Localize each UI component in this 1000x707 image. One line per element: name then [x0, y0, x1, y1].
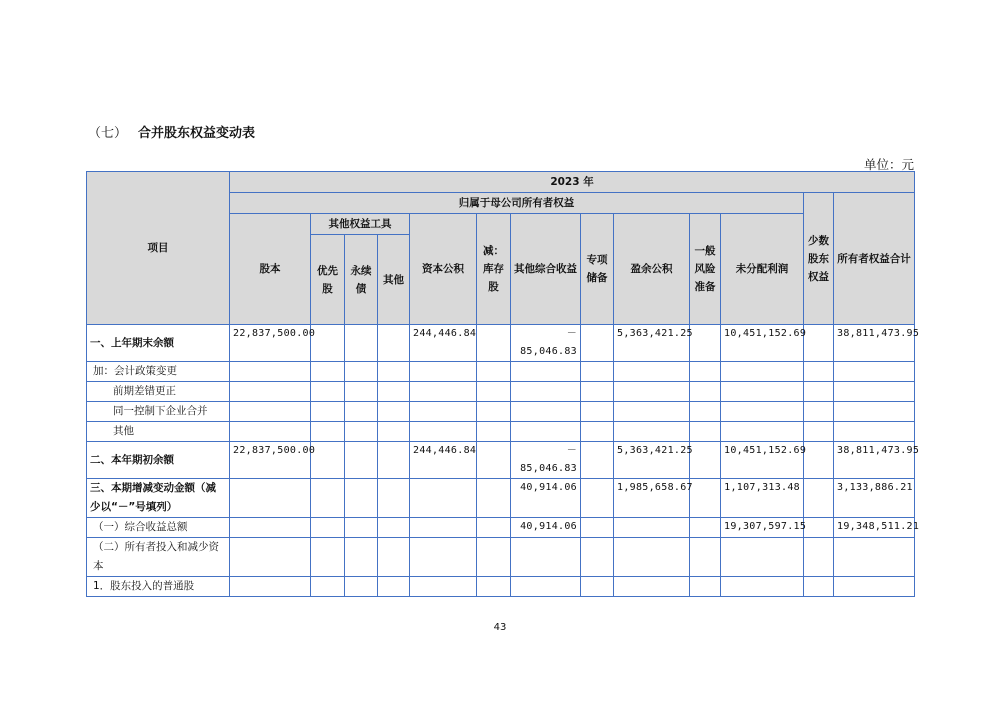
table-row — [87, 362, 915, 382]
header-item: 项目 — [87, 172, 230, 325]
table-row — [87, 382, 915, 402]
cell-oci: － 85,046.83 — [511, 442, 581, 479]
table-row — [87, 422, 915, 442]
row-label: 同一控制下企业合并 — [87, 402, 230, 422]
row-label: 1．股东投入的普通股 — [87, 577, 230, 597]
cell-oci: － 85,046.83 — [511, 325, 581, 362]
negative-sign: － — [566, 445, 577, 456]
cell-surplus-reserve: 5,363,421.25 — [614, 442, 690, 479]
equity-change-table — [86, 171, 920, 597]
row-label: 二、本年期初余额 — [87, 442, 230, 479]
section-number: （七） — [88, 126, 128, 141]
header-other: 其他 — [378, 235, 410, 325]
cell-total: 38,811,473.95 — [834, 442, 915, 479]
cell-oci: 40,914.06 — [511, 479, 581, 518]
row-label: 前期差错更正 — [87, 382, 230, 402]
table-row — [87, 442, 915, 479]
unit-label: 单位：元 — [863, 157, 914, 172]
header-surplus-reserve: 盈余公积 — [614, 214, 690, 325]
cell-share-capital: 22,837,500.00 — [230, 325, 311, 362]
section-heading — [88, 122, 255, 141]
cell-total: 3,133,886.21 — [834, 479, 915, 518]
cell-surplus-reserve: 5,363,421.25 — [614, 325, 690, 362]
table-row — [87, 325, 915, 362]
header-share-capital: 股本 — [230, 214, 311, 325]
header-treasury: 减：库存股 — [477, 214, 511, 325]
header-parent-group: 归属于母公司所有者权益 — [230, 193, 804, 214]
header-minority: 少数股东权益 — [804, 193, 834, 325]
table-row — [87, 518, 915, 538]
header-year: 2023 年 — [230, 172, 915, 193]
header-total: 所有者权益合计 — [834, 193, 915, 325]
page-number: 43 — [493, 622, 507, 633]
cell-retained: 10,451,152.69 — [721, 325, 804, 362]
header-retained: 未分配利润 — [721, 214, 804, 325]
row-label: （一）综合收益总额 — [87, 518, 230, 538]
table-row — [87, 479, 915, 518]
header-capital-reserve: 资本公积 — [410, 214, 477, 325]
section-title: 合并股东权益变动表 — [138, 126, 256, 141]
cell-oci: 40,914.06 — [511, 518, 581, 538]
table-row — [87, 402, 915, 422]
row-label: 加：会计政策变更 — [87, 362, 230, 382]
table-row — [87, 538, 915, 577]
header-general-risk: 一般风险准备 — [690, 214, 721, 325]
cell-total: 38,811,473.95 — [834, 325, 915, 362]
cell-share-capital: 22,837,500.00 — [230, 442, 311, 479]
cell-retained: 10,451,152.69 — [721, 442, 804, 479]
header-oci: 其他综合收益 — [511, 214, 581, 325]
negative-sign: － — [566, 328, 577, 339]
header-perpetual: 永续债 — [345, 235, 378, 325]
row-label: 三、本期增减变动金额（减少以“－”号填列） — [87, 479, 230, 518]
cell-capital-reserve: 244,446.84 — [410, 325, 477, 362]
row-label: （二）所有者投入和减少资本 — [87, 538, 230, 577]
header-other-equity-tools: 其他权益工具 — [311, 214, 410, 235]
cell-retained: 1,107,313.48 — [721, 479, 804, 518]
cell-total: 19,348,511.21 — [834, 518, 915, 538]
table-row — [87, 577, 915, 597]
cell-retained: 19,307,597.15 — [721, 518, 804, 538]
cell-capital-reserve: 244,446.84 — [410, 442, 477, 479]
header-special-reserve: 专项储备 — [581, 214, 614, 325]
row-label: 一、上年期末余额 — [87, 325, 230, 362]
header-preferred: 优先股 — [311, 235, 345, 325]
cell-surplus-reserve: 1,985,658.67 — [614, 479, 690, 518]
row-label: 其他 — [87, 422, 230, 442]
